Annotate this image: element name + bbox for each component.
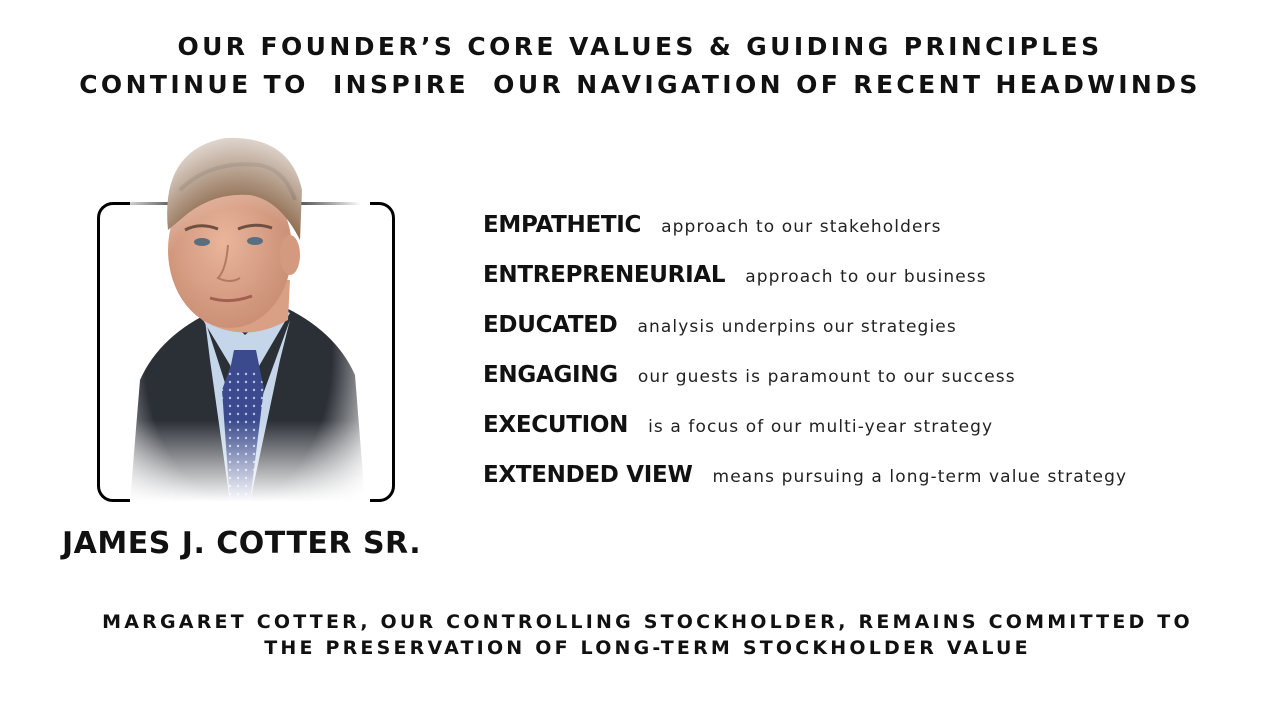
slide-header (0, 28, 1280, 104)
value-row-extended-view (483, 462, 1127, 512)
value-row-empathetic (483, 212, 1127, 262)
footer-line-2: THE PRESERVATION OF LONG-TERM STOCKHOLDER VALUE (264, 637, 1031, 659)
value-word: EDUCATED (483, 312, 618, 338)
value-description: approach to our stakeholders (661, 217, 942, 237)
header-line-1: OUR FOUNDER’S CORE VALUES & GUIDING PRINCIPLES (177, 32, 1103, 61)
value-word: EXTENDED VIEW (483, 462, 693, 488)
value-description: means pursuing a long-term value strategy (712, 467, 1128, 487)
value-word: EMPATHETIC (483, 212, 642, 238)
value-word: ENGAGING (483, 362, 618, 388)
slide-footer (0, 609, 1280, 661)
value-word: EXECUTION (483, 412, 629, 438)
header-line-2: CONTINUE TO INSPIRE OUR NAVIGATION OF RECENT HEADWINDS (79, 70, 1201, 99)
founder-name: JAMES J. COTTER SR. (62, 526, 422, 561)
value-row-entrepreneurial (483, 262, 1127, 312)
founder-portrait (130, 130, 370, 502)
value-row-engaging (483, 362, 1127, 412)
value-description: our guests is paramount to our success (637, 367, 1016, 387)
value-description: analysis underpins our strategies (637, 317, 957, 337)
core-values-list (483, 212, 1127, 512)
value-row-execution (483, 412, 1127, 462)
value-description: is a focus of our multi-year strategy (648, 417, 994, 437)
footer-line-1: MARGARET COTTER, OUR CONTROLLING STOCKHOLDER, REMAINS COMMITTED TO (102, 611, 1193, 633)
value-row-educated (483, 312, 1127, 362)
value-description: approach to our business (745, 267, 987, 287)
value-word: ENTREPRENEURIAL (483, 262, 726, 288)
